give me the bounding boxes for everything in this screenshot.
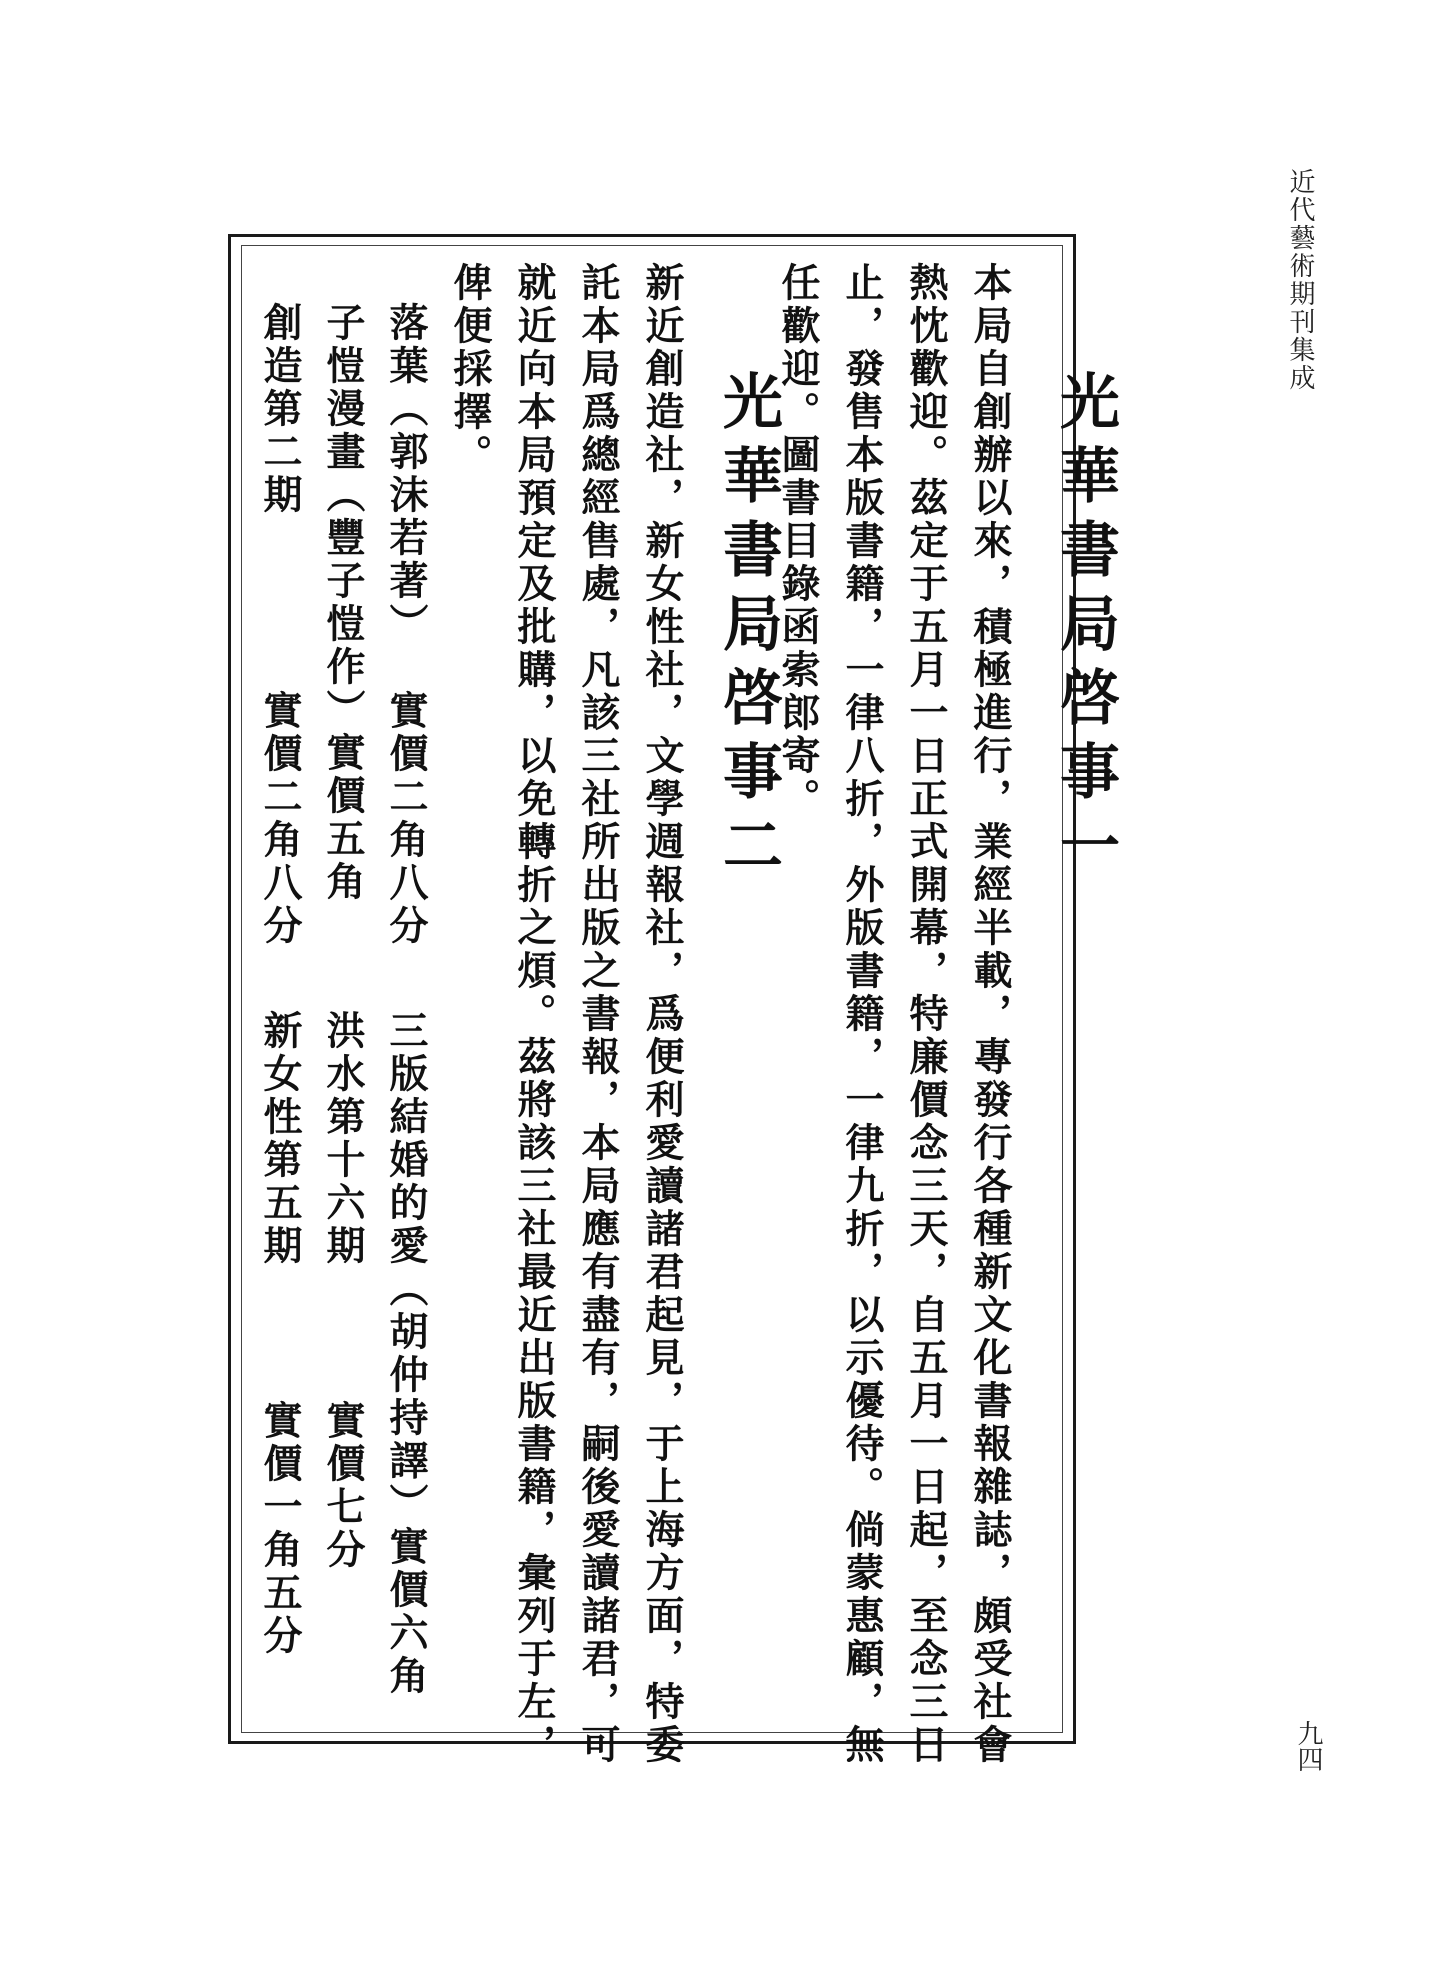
catalog-item-title: 三版結婚的愛（胡仲持譯） — [383, 1010, 429, 1526]
catalog-item-title: 新女性第五期 — [257, 1010, 303, 1268]
notice2-line-2: 託本局爲總經售處，凡該三社所出版之書報，本局應有盡有，嗣後愛讀諸君，可 — [575, 262, 621, 1767]
catalog-item-title: 落葉（郭沫若著） — [383, 302, 429, 646]
catalog-item — [378, 1010, 434, 1698]
notice1-line-4: 任歡迎。圖書目錄函索郎寄。 — [775, 262, 821, 821]
notice2-line-1: 新近創造社，新女性社，文學週報社，爲便利愛讀諸君起見，于上海方面，特委 — [639, 262, 685, 1767]
catalog-item-price: 實價二角八分 — [383, 690, 429, 948]
catalog-item — [315, 302, 371, 904]
notice1-line-3: 止，發售本版書籍，一律八折，外版書籍，一律九折，以示優待。倘蒙惠顧，無 — [839, 262, 885, 1767]
catalog-item-price: 實價一角五分 — [257, 1400, 303, 1658]
notice2-line-3: 就近向本局預定及批購，以免轉折之煩。茲將該三社最近出版書籍，彙列于左， — [511, 262, 557, 1767]
catalog-item-title: 洪水第十六期 — [320, 1010, 366, 1268]
series-title: 近代藝術期刊集成 — [1285, 168, 1315, 392]
notice1-line-1: 本局自創辦以來，積極進行，業經半載，專發行各種新文化書報雜誌，頗受社會 — [967, 262, 1013, 1767]
catalog-item — [252, 302, 308, 517]
catalog-item-title: 創造第二期 — [257, 302, 303, 517]
catalog-item-price: 實價五角 — [320, 732, 366, 904]
catalog-item-price: 實價六角 — [383, 1526, 429, 1698]
catalog-item-price: 實價二角八分 — [257, 690, 303, 948]
catalog-item — [252, 1010, 308, 1268]
catalog-item-title: 子愷漫畫（豐子愷作） — [320, 302, 366, 732]
notice2-title: 光華書局啓事二 — [713, 370, 783, 888]
notice2-line-4: 俾便採擇。 — [447, 262, 493, 477]
catalog-item-price: 實價七分 — [320, 1400, 366, 1572]
notice1-title: 光華書局啓事一 — [1050, 370, 1120, 888]
catalog-item — [378, 302, 434, 646]
page-number: 九四 — [1293, 1720, 1323, 1772]
catalog-item — [315, 1010, 371, 1268]
notice1-line-2: 熱忱歡迎。茲定于五月一日正式開幕，特廉價念三天，自五月一日起，至念三日 — [903, 262, 949, 1767]
